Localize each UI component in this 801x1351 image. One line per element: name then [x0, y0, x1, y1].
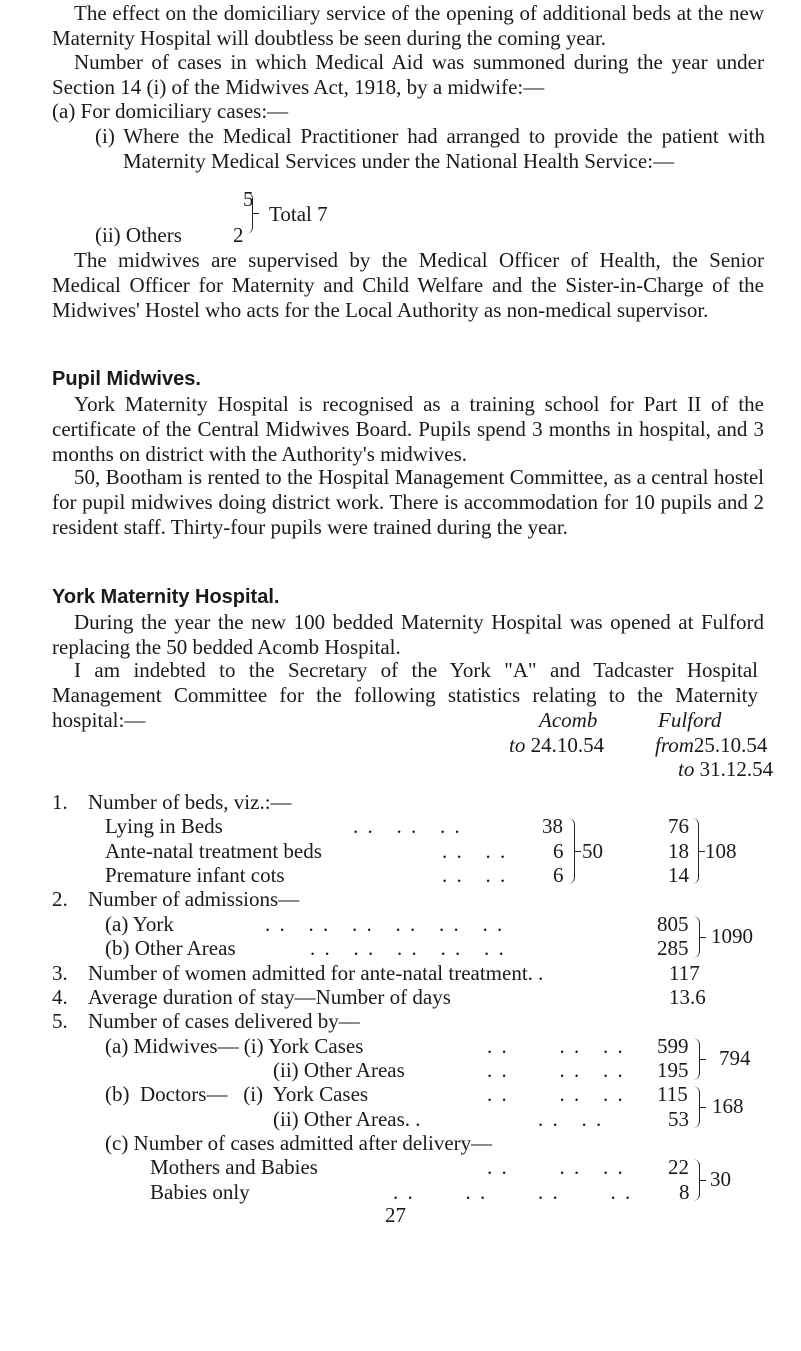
- row-2-total: 1090: [711, 924, 753, 948]
- row-5c2-label: Babies only: [150, 1180, 250, 1204]
- row-3-label: Number of women admitted for ante-natal treatment. .: [88, 961, 544, 985]
- dot-leader: . . . . . .: [487, 1082, 625, 1106]
- dot-leader: . . . . . .: [487, 1034, 625, 1058]
- row-5a1-value: 599: [657, 1034, 689, 1058]
- page-number: 27: [385, 1203, 406, 1227]
- row-5b2-label: (ii) Other Areas. .: [273, 1107, 421, 1131]
- column-fulford-range: [655, 733, 767, 758]
- row-2a-value: 805: [657, 912, 689, 936]
- row-1a-acomb: 38: [542, 814, 563, 838]
- intro-paragraph-1: The effect on the domiciliary service of the opening of additional beds at the new Maternity Hospital will doubtless be seen during the coming year.: [52, 1, 764, 50]
- pupil-heading: Pupil Midwives.: [52, 368, 201, 390]
- hospital-heading: York Maternity Hospital.: [52, 586, 280, 608]
- column-acomb: Acomb: [539, 708, 598, 732]
- fulford-to: to: [678, 757, 695, 781]
- fulford-from: from: [655, 733, 694, 757]
- row-1c-label: Premature infant cots: [105, 863, 285, 887]
- brace: [693, 1038, 700, 1080]
- row-5c1-value: 22: [668, 1155, 689, 1179]
- dot-leader: . . . . . .: [487, 1058, 625, 1082]
- brace: [693, 1086, 700, 1128]
- dot-leader: . . . .: [442, 863, 508, 887]
- brace: [693, 916, 700, 958]
- row-3-number: 3.: [52, 961, 68, 985]
- intro-paragraph-3: The midwives are supervised by the Medical Officer of Health, the Senior Medical Officer for Maternity and Child Welfare and the Sister-in-Charge of the Midwives' Hostel who acts for the Local Authority as non-medical supervisor.: [52, 248, 764, 322]
- row-1c-acomb: 6: [553, 863, 564, 887]
- row-1b-label: Ante-natal treatment beds: [105, 839, 322, 863]
- pupil-paragraph-2: 50, Bootham is rented to the Hospital Management Committee, as a central hostel for pupil midwives doing district work. There is accommodation for 10 pupils and 2 resident staff. Thirty-four pupils were trained during the year.: [52, 465, 764, 539]
- row-1a-label: Lying in Beds: [105, 814, 223, 838]
- row-2b-value: 285: [657, 936, 689, 960]
- intro-paragraph-2: Number of cases in which Medical Aid was summoned during the year under Section 14 (i) of the Midwives Act, 1918, by a midwife:—: [52, 50, 764, 99]
- row-5b-total: 168: [712, 1094, 744, 1118]
- row-5b1-value: 115: [657, 1082, 688, 1106]
- row-5c-total: 30: [710, 1167, 731, 1191]
- row-5a-total: 794: [719, 1046, 751, 1070]
- row-4-number: 4.: [52, 985, 68, 1009]
- row-1b-acomb: 6: [553, 839, 564, 863]
- row-5c-label: (c) Number of cases admitted after delivery—: [105, 1131, 493, 1155]
- dot-leader: . . . . . .: [353, 814, 462, 838]
- row-3-value: 117: [669, 961, 700, 985]
- row-4-value: 13.6: [669, 985, 706, 1009]
- row-5-number: 5.: [52, 1009, 68, 1033]
- row-5a-label: (a) Midwives— (i) York Cases: [105, 1034, 364, 1058]
- hospital-paragraph-1: During the year the new 100 bedded Maternity Hospital was opened at Fulford replacing the 50 bedded Acomb Hospital.: [52, 610, 764, 659]
- pupil-paragraph-1: York Maternity Hospital is recognised as a training school for Part II of the certificate of the Central Midwives Board. Pupils spend 3 months in hospital, and 3 months on district with the Authority's midwives.: [52, 392, 764, 466]
- hospital-paragraph-2: I am indebted to the Secretary of the York "A" and Tadcaster Hospital Management Committee for the following statistics relating to the Maternity hospital:—: [52, 658, 758, 732]
- row-1-acomb-total: 50: [582, 839, 603, 863]
- column-fulford-range-2: [678, 757, 773, 782]
- row-5c2-value: 8: [679, 1180, 690, 1204]
- dot-leader: . . . . . .: [487, 1155, 625, 1179]
- row-5-label: Number of cases delivered by—: [88, 1009, 360, 1033]
- row-1-number: 1.: [52, 790, 68, 814]
- row-1-fulford-total: 108: [705, 839, 737, 863]
- dot-leader: . . . .: [442, 839, 508, 863]
- row-1c-fulford: 14: [668, 863, 689, 887]
- acomb-date: 24.10.54: [530, 733, 605, 757]
- total-brace: [246, 192, 253, 234]
- brace: [693, 1159, 700, 1201]
- brace: [692, 818, 699, 884]
- row-1a-fulford: 76: [668, 814, 689, 838]
- item-i: (i) Where the Medical Practitioner had arranged to provide the patient with Maternity Medical Services under the National Health Service:—: [95, 124, 765, 173]
- row-2b-label: (b) Other Areas: [105, 936, 236, 960]
- value-ii: 2: [233, 223, 244, 247]
- fulford-date-2: 31.12.54: [699, 757, 774, 781]
- fulford-date-1: 25.10.54: [693, 733, 768, 757]
- row-2-number: 2.: [52, 887, 68, 911]
- row-5b2-value: 53: [668, 1107, 689, 1131]
- row-2-label: Number of admissions—: [88, 887, 300, 911]
- column-fulford: Fulford: [658, 708, 722, 732]
- row-5a2-value: 195: [657, 1058, 689, 1082]
- row-1b-fulford: 18: [668, 839, 689, 863]
- value-i: 5: [243, 187, 254, 211]
- column-acomb-range: [509, 733, 604, 758]
- row-4-label: Average duration of stay—Number of days: [88, 985, 451, 1009]
- row-2a-label: (a) York: [105, 912, 174, 936]
- item-ii: (ii) Others: [95, 223, 182, 247]
- dot-leader: . . . . . . . . . .: [310, 936, 506, 960]
- acomb-to: to: [509, 733, 526, 757]
- dot-leader: . . . . . . . .: [393, 1180, 633, 1204]
- brace: [568, 818, 575, 884]
- dot-leader: . . . . . . . . . . . .: [265, 912, 505, 936]
- row-5a2-label: (ii) Other Areas: [273, 1058, 405, 1082]
- dot-leader: . . . .: [538, 1107, 604, 1131]
- row-5b-label: (b) Doctors— (i) York Cases: [105, 1082, 369, 1106]
- total-label: Total 7: [269, 202, 328, 226]
- row-1-label: Number of beds, viz.:—: [88, 790, 292, 814]
- item-a: (a) For domiciliary cases:—: [52, 99, 289, 123]
- row-5c1-label: Mothers and Babies: [150, 1155, 318, 1179]
